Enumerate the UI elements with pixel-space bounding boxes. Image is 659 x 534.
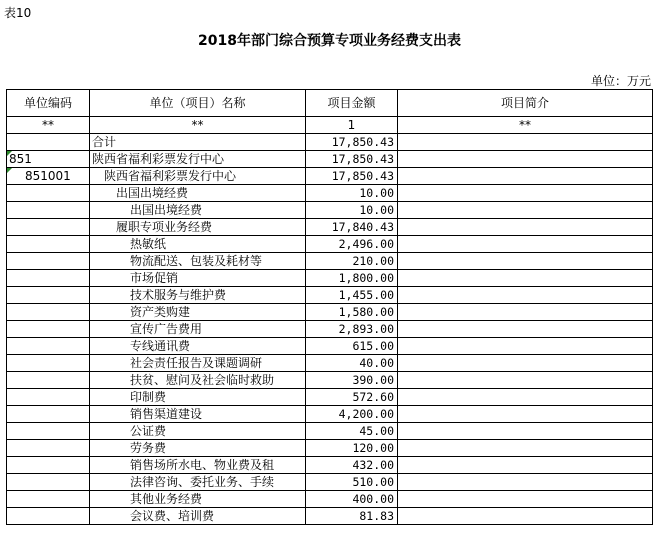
row-intro xyxy=(398,236,653,253)
row-name: 履职专项业务经费 xyxy=(90,219,306,236)
row-intro xyxy=(398,151,653,168)
row-code xyxy=(7,355,90,372)
table-row xyxy=(7,491,653,508)
table-row xyxy=(7,253,653,270)
row-amount: 17,850.43 xyxy=(306,151,398,168)
row-code xyxy=(7,219,90,236)
row-code xyxy=(7,474,90,491)
row-intro xyxy=(398,389,653,406)
row-name: 市场促销 xyxy=(90,270,306,287)
row-code xyxy=(7,423,90,440)
row-amount: 390.00 xyxy=(306,372,398,389)
row-intro xyxy=(398,185,653,202)
row-amount: 45.00 xyxy=(306,423,398,440)
row-code xyxy=(7,202,90,219)
row-name: 合计 xyxy=(90,134,306,151)
row-name: 出国出境经费 xyxy=(90,185,306,202)
row-intro xyxy=(398,321,653,338)
row-amount: 210.00 xyxy=(306,253,398,270)
table-row xyxy=(7,338,653,355)
row-code xyxy=(7,457,90,474)
table-row xyxy=(7,151,653,168)
row-name: 出国出境经费 xyxy=(90,202,306,219)
row-name: 技术服务与维护费 xyxy=(90,287,306,304)
table-row xyxy=(7,321,653,338)
index-intro: ** xyxy=(398,117,653,134)
row-intro xyxy=(398,372,653,389)
row-code: 851001 xyxy=(7,168,90,185)
table-row xyxy=(7,440,653,457)
header-amount: 项目金额 xyxy=(306,90,398,117)
row-code xyxy=(7,406,90,423)
header-intro: 项目简介 xyxy=(398,90,653,117)
row-intro xyxy=(398,406,653,423)
row-name: 陕西省福利彩票发行中心 xyxy=(90,151,306,168)
row-name: 宣传广告费用 xyxy=(90,321,306,338)
row-code xyxy=(7,372,90,389)
row-amount: 10.00 xyxy=(306,185,398,202)
table-row xyxy=(7,372,653,389)
row-intro xyxy=(398,168,653,185)
table-row xyxy=(7,474,653,491)
row-intro xyxy=(398,304,653,321)
row-name: 销售场所水电、物业费及租 xyxy=(90,457,306,474)
row-intro xyxy=(398,440,653,457)
page-title: 2018年部门综合预算专项业务经费支出表 xyxy=(198,33,461,49)
row-name: 社会责任报告及课题调研 xyxy=(90,355,306,372)
row-amount: 510.00 xyxy=(306,474,398,491)
row-amount: 400.00 xyxy=(306,491,398,508)
row-name: 热敏纸 xyxy=(90,236,306,253)
row-intro xyxy=(398,474,653,491)
row-name: 劳务费 xyxy=(90,440,306,457)
table-row xyxy=(7,202,653,219)
row-name: 物流配送、包装及耗材等 xyxy=(90,253,306,270)
row-amount: 17,840.43 xyxy=(306,219,398,236)
row-name: 销售渠道建设 xyxy=(90,406,306,423)
header-code: 单位编码 xyxy=(7,90,90,117)
row-intro xyxy=(398,338,653,355)
row-intro xyxy=(398,491,653,508)
index-amount: 1 xyxy=(306,117,398,134)
table-row xyxy=(7,508,653,525)
row-intro xyxy=(398,423,653,440)
table-row xyxy=(7,168,653,185)
row-intro xyxy=(398,355,653,372)
row-code xyxy=(7,491,90,508)
table-row xyxy=(7,355,653,372)
row-name: 会议费、培训费 xyxy=(90,508,306,525)
unit-label: 单位：万元 xyxy=(590,74,651,88)
table-row xyxy=(7,423,653,440)
row-code: 851 xyxy=(7,151,90,168)
row-amount: 2,496.00 xyxy=(306,236,398,253)
table-row xyxy=(7,219,653,236)
row-code xyxy=(7,270,90,287)
row-name: 其他业务经费 xyxy=(90,491,306,508)
row-code xyxy=(7,440,90,457)
row-amount: 1,455.00 xyxy=(306,287,398,304)
header-name: 单位（项目）名称 xyxy=(90,90,306,117)
row-amount: 572.60 xyxy=(306,389,398,406)
index-code: ** xyxy=(7,117,90,134)
row-code xyxy=(7,304,90,321)
row-name: 法律咨询、委托业务、手续 xyxy=(90,474,306,491)
row-code xyxy=(7,321,90,338)
row-code xyxy=(7,338,90,355)
row-amount: 10.00 xyxy=(306,202,398,219)
table-row xyxy=(7,287,653,304)
row-amount: 17,850.43 xyxy=(306,134,398,151)
table-row xyxy=(7,304,653,321)
row-amount: 1,580.00 xyxy=(306,304,398,321)
row-code xyxy=(7,508,90,525)
row-name: 公证费 xyxy=(90,423,306,440)
table-row xyxy=(7,236,653,253)
row-name: 印制费 xyxy=(90,389,306,406)
row-amount: 615.00 xyxy=(306,338,398,355)
row-code xyxy=(7,253,90,270)
table-row xyxy=(7,406,653,423)
index-row xyxy=(7,117,653,134)
row-amount: 17,850.43 xyxy=(306,168,398,185)
row-intro xyxy=(398,270,653,287)
row-code xyxy=(7,134,90,151)
row-amount: 4,200.00 xyxy=(306,406,398,423)
row-name: 专线通讯费 xyxy=(90,338,306,355)
table-row xyxy=(7,270,653,287)
index-name: ** xyxy=(90,117,306,134)
row-amount: 40.00 xyxy=(306,355,398,372)
table-row xyxy=(7,134,653,151)
table-row xyxy=(7,457,653,474)
row-intro xyxy=(398,219,653,236)
table-row xyxy=(7,389,653,406)
row-name: 资产类购建 xyxy=(90,304,306,321)
table-number: 表10 xyxy=(4,6,32,20)
row-intro xyxy=(398,508,653,525)
row-code xyxy=(7,185,90,202)
row-code xyxy=(7,389,90,406)
row-intro xyxy=(398,134,653,151)
table-row xyxy=(7,185,653,202)
row-intro xyxy=(398,202,653,219)
row-name: 扶贫、慰问及社会临时救助 xyxy=(90,372,306,389)
row-amount: 432.00 xyxy=(306,457,398,474)
row-intro xyxy=(398,287,653,304)
expense-table xyxy=(6,89,653,525)
row-code xyxy=(7,236,90,253)
row-code xyxy=(7,287,90,304)
row-amount: 81.83 xyxy=(306,508,398,525)
row-amount: 1,800.00 xyxy=(306,270,398,287)
row-intro xyxy=(398,457,653,474)
header-row xyxy=(7,90,653,117)
row-amount: 2,893.00 xyxy=(306,321,398,338)
row-name: 陕西省福利彩票发行中心 xyxy=(90,168,306,185)
row-amount: 120.00 xyxy=(306,440,398,457)
row-intro xyxy=(398,253,653,270)
